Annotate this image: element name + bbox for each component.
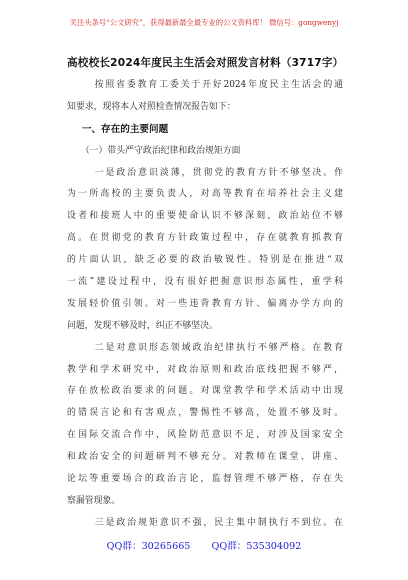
paragraph-line: 一流”建设过程中，没有很好把握意识形态属性，重学科 (67, 277, 343, 288)
document-lines (67, 75, 343, 535)
paragraph-line: 教学和学术研究中，对政治原则和政治底线把握不够严， (67, 364, 343, 375)
paragraph-line: 的片面认识，缺乏必要的政治敏锐性。特别是在推进“双 (67, 255, 343, 266)
paragraph-line: 在国际交流合作中，风险防范意识不足，对涉及国家安全 (67, 430, 343, 441)
header-banner: 关注头条号“公文研究”，获得最新最全最专业的公文资料库！ 微信号：gongwenyj (69, 18, 339, 27)
footer-qq-group-2: QQ群：535304092 (211, 541, 302, 552)
paragraph-line: 一是政治意识淡薄，贯彻党的教育方针不够坚决。作 (94, 167, 343, 178)
paragraph-line: 二是对意识形态领域政治纪律执行不够严格。在教育 (94, 342, 343, 353)
paragraph-line: 的错误言论和有害观点，警惕性不够高，处置不够及时。 (67, 408, 343, 419)
document-body (67, 55, 343, 535)
paragraph-line: 知要求，现将本人对照检查情况报告如下： (67, 101, 236, 112)
section-heading: 一、存在的主要问题 (81, 123, 169, 135)
paragraph-line: 按照省委教育工委关于开好2024年度民主生活会的通 (94, 80, 343, 90)
footer-contacts (0, 538, 408, 552)
paragraph-line: 高。在贯彻党的教育方针政策过程中，存在就教育抓教育 (67, 233, 343, 244)
paragraph-line: 存在放松政治要求的问题。对课堂教学和学术活动中出现 (67, 386, 343, 397)
paragraph-line: 三是政治规矩意识不强，民主集中制执行不到位。在 (94, 517, 343, 528)
document-title: 高校校长2024年度民主生活会对照发言材料（3717字） (67, 57, 344, 69)
paragraph-line: 问题，发现不够及时，纠正不够坚决。 (67, 320, 218, 331)
paragraph-line: 为一所高校的主要负责人，对高等教育在培养社会主义建 (67, 189, 343, 200)
paragraph-line: 和政治安全的问题研判不够充分。对教师在课堂、讲座、 (67, 452, 343, 463)
paragraph-line: （一）带头严守政治纪律和政治规矩方面 (80, 145, 241, 156)
paragraph-line: 论坛等重要场合的政治言论，监督管理不够严格，存在失 (67, 474, 343, 485)
paragraph-line: 发展轻价值引领。对一些违背教育方针、偏离办学方向的 (67, 298, 343, 309)
paragraph-line: 设者和接班人中的重要使命认识不够深刻，政治站位不够 (67, 211, 343, 222)
footer-qq-group-1: QQ群：30265665 (106, 541, 191, 552)
paragraph-line: 察漏管现象。 (67, 495, 121, 506)
